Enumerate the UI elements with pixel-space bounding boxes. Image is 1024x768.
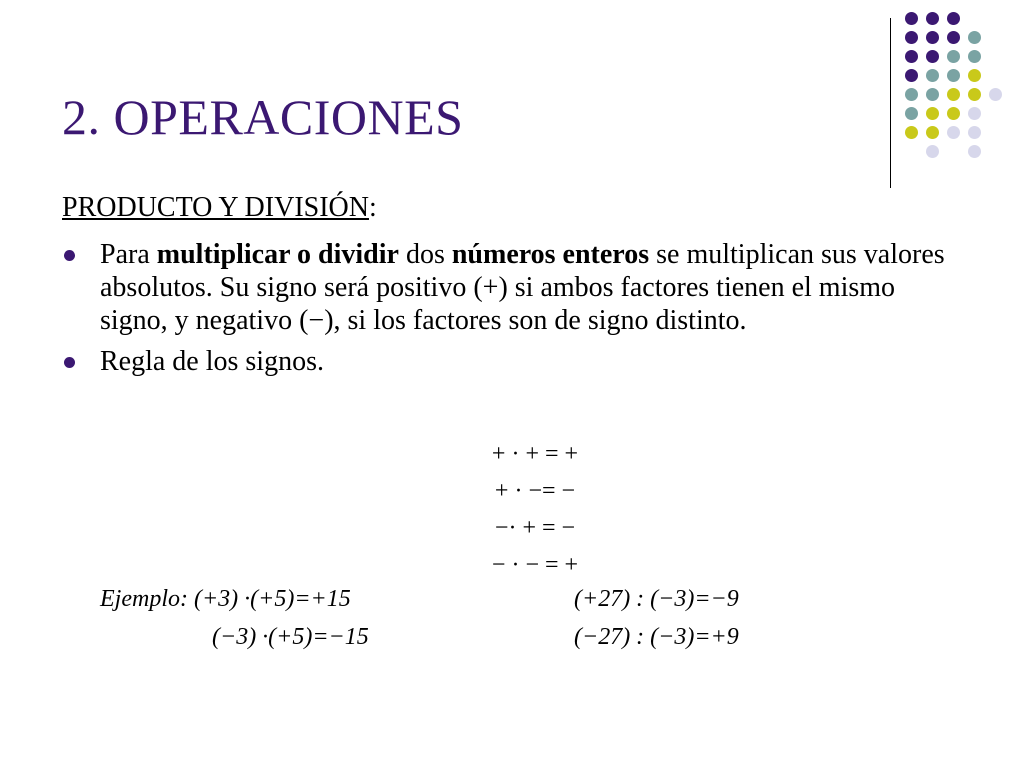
subheading-colon: : [368,192,377,223]
dot-olive [926,126,939,139]
bullet-dot-icon [64,357,75,368]
subheading-text: PRODUCTO Y DIVISIÓN [62,192,369,223]
bold-text: números enteros [451,239,650,270]
dot-teal [926,69,939,82]
dot-olive [947,88,960,101]
slide-title: 2. OPERACIONES [62,89,464,145]
example-2-right: (−27) : (−3)=+9 [574,624,739,650]
vertical-divider [890,18,891,188]
bullet-item [62,345,962,378]
dot-teal [905,88,918,101]
sign-rule-4: − · − = + [491,552,579,578]
dot-olive [968,88,981,101]
dot-olive [926,107,939,120]
example-1-right: (+27) : (−3)=−9 [574,586,739,612]
dot-lavender [968,126,981,139]
dot-olive [905,126,918,139]
dot-grid-decoration [905,12,1015,172]
dot-purple [905,50,918,63]
example-1-left: Ejemplo: (+3) ·(+5)=+15 [100,586,351,612]
subheading [62,192,377,224]
example-2-left: (−3) ·(+5)=−15 [212,624,369,650]
dot-lavender [947,126,960,139]
dot-lavender [968,145,981,158]
dot-teal [968,31,981,44]
sign-rules [470,436,600,584]
sign-rule-2: + · −= − [494,478,576,504]
dot-teal [968,50,981,63]
dot-purple [926,12,939,25]
dot-lavender [926,145,939,158]
dot-lavender [968,107,981,120]
bullet-dot-icon [64,250,75,261]
dot-purple [905,31,918,44]
dot-teal [947,69,960,82]
dot-purple [947,31,960,44]
bullet-list [62,238,962,386]
dot-teal [926,88,939,101]
text-segment: se multiplican sus valores absolutos. Su signo será positivo (+) si ambos factores tienen el mismo signo, y negativo (−), si los factores son de signo distinto. [100,239,945,336]
dot-olive [947,107,960,120]
dot-teal [905,107,918,120]
dot-lavender [989,88,1002,101]
text-segment: dos [398,239,452,270]
bullet-item [62,238,962,337]
text-segment: Para [100,239,157,270]
bold-text: multiplicar o dividir [156,239,399,270]
text-segment: Regla de los signos. [100,346,324,377]
sign-rule-1: + · + = + [491,441,579,467]
dot-purple [905,12,918,25]
sign-rule-3: −· + = − [494,515,576,541]
dot-purple [905,69,918,82]
dot-purple [926,31,939,44]
dot-teal [947,50,960,63]
dot-purple [926,50,939,63]
dot-purple [947,12,960,25]
dot-olive [968,69,981,82]
